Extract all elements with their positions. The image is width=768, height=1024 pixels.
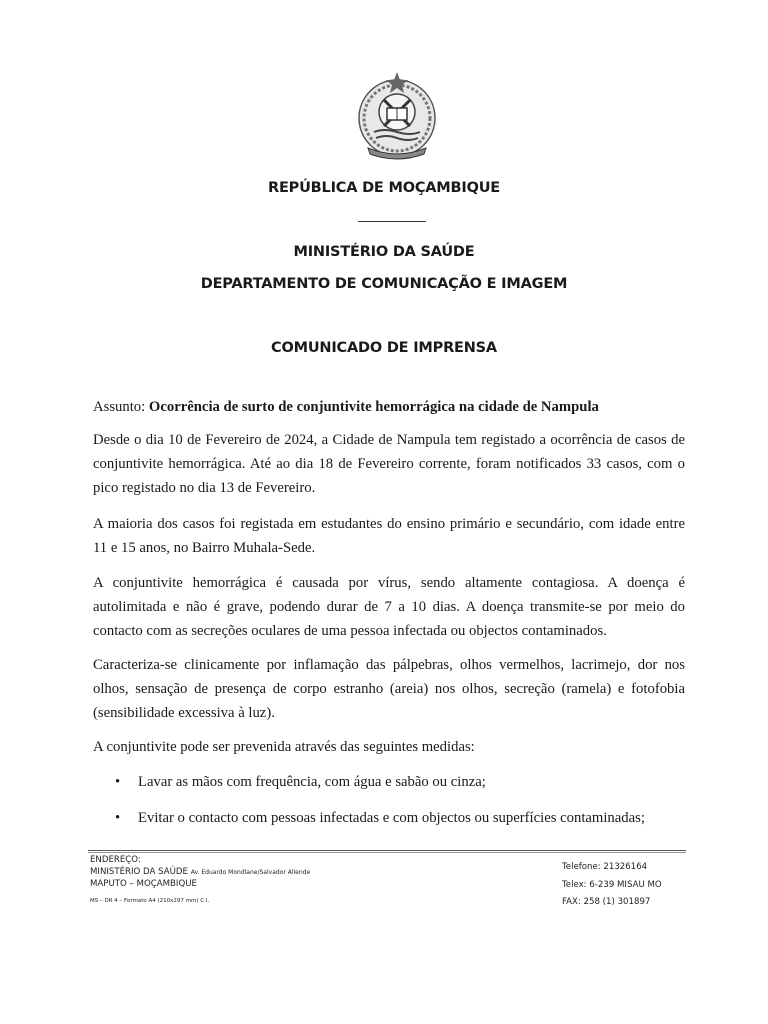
paragraph-affected-group: A maioria dos casos foi registada em estudantes do ensino primário e secundário, com idade entre 11 e 15 anos, no Bairro Muhala-Sede. [93, 516, 685, 556]
ministry-heading: MINISTÉRIO DA SAÚDE [293, 244, 475, 260]
subject-line [93, 395, 685, 419]
footer-ministry-line [90, 867, 310, 877]
press-release-title: COMUNICADO DE IMPRENSA [271, 340, 497, 356]
footer-fax: FAX: 258 (1) 301897 [562, 897, 651, 907]
footer-form-code: MS – DR 4 – Formato A4 (210x297 mm) C.I. [90, 898, 210, 904]
department-heading: DEPARTAMENTO DE COMUNICAÇÃO E IMAGEM [200, 276, 568, 292]
footer-address-label: ENDEREÇO: [90, 855, 141, 865]
header-divider [358, 221, 426, 222]
list-item-text: Evitar o contacto com pessoas infectadas e com objectos ou superfícies contaminadas; [138, 810, 645, 826]
bullet-icon: • [115, 810, 121, 826]
subject-text: Ocorrência de surto de conjuntivite hemorrágica na cidade de Nampula [148, 399, 599, 415]
republic-heading: REPÚBLICA DE MOÇAMBIQUE [268, 180, 500, 196]
footer-divider [88, 850, 686, 851]
bullet-icon: • [115, 774, 121, 790]
paragraph-outbreak: Desde o dia 10 de Fevereiro de 2024, a Cidade de Nampula tem registado a ocorrência de casos de conjuntivite hemorrágica. Até ao dia 18 de Fevereiro corrente, foram notificados 33 casos, com o pico registado no dia 13 de Fevereiro. [93, 432, 685, 496]
footer-phone: Telefone: 21326164 [562, 862, 648, 872]
paragraph-symptoms: Caracteriza-se clinicamente por inflamação das pálpebras, olhos vermelhos, lacrimejo, dor nos olhos, sensação de presença de corpo estranho (areia) nos olhos, secreção (ramela) e fotofobia (sensibilidade excessiva à luz). [93, 657, 685, 721]
footer-telex: Telex: 6-239 MISAU MO [562, 880, 662, 890]
footer-street: Av. Eduardo Mondlane/Salvador Allende [190, 869, 311, 876]
footer-divider-secondary [88, 852, 686, 853]
subject-label: Assunto: [93, 399, 146, 415]
coat-of-arms-icon [354, 68, 440, 160]
footer-ministry: MINISTÉRIO DA SAÚDE [90, 867, 188, 877]
footer-city: MAPUTO – MOÇAMBIQUE [90, 879, 197, 889]
paragraph-prevention-intro: A conjuntivite pode ser prevenida através das seguintes medidas: [93, 739, 475, 755]
list-item-text: Lavar as mãos com frequência, com água e sabão ou cinza; [138, 774, 486, 790]
paragraph-cause: A conjuntivite hemorrágica é causada por vírus, sendo altamente contagiosa. A doença é autolimitada e não é grave, podendo durar de 7 a 10 dias. A doença transmite-se por meio do contacto com as secreções oculares de uma pessoa infectada ou objectos contaminados. [93, 575, 685, 639]
